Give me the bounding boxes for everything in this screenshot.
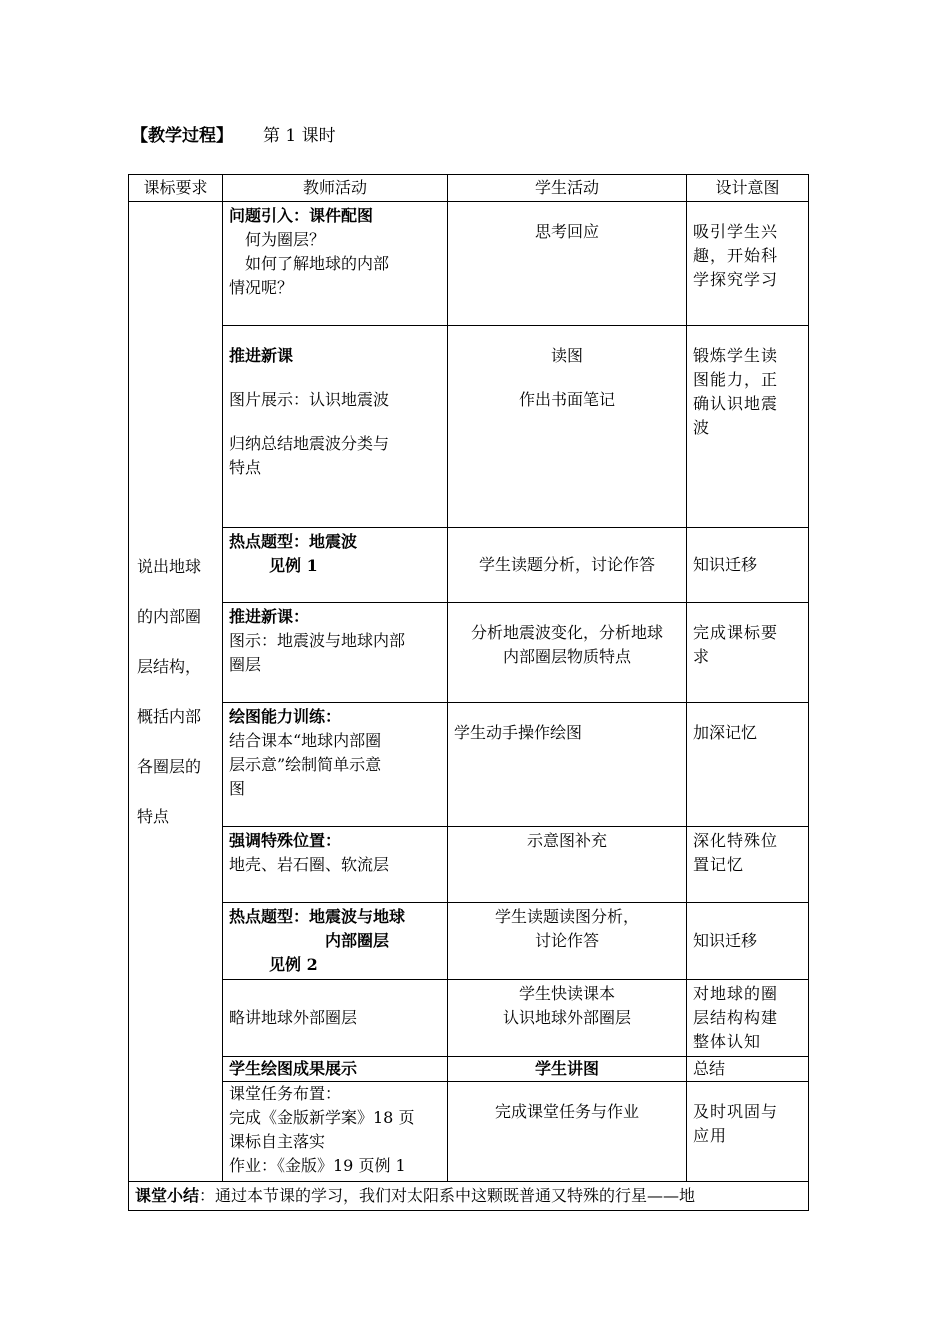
student-line: 学生读题分析，讨论作答 <box>478 555 655 574</box>
student-cell <box>448 980 687 1057</box>
heading-title: 【教学过程】 <box>131 126 233 146</box>
intent-cell <box>687 326 809 528</box>
student-cell <box>448 1082 687 1182</box>
requirement-line: 说出地球 <box>137 556 202 576</box>
requirement-cell <box>129 202 223 1182</box>
table-row <box>129 202 809 326</box>
header-student: 学生活动 <box>448 175 687 202</box>
intent-line: 整体认知 <box>693 1032 762 1051</box>
teacher-line: 略讲地球外部圈层 <box>229 1008 358 1027</box>
teacher-title: 热点题型：地震波与地球 <box>229 907 406 926</box>
intent-line: 对地球的圈 <box>693 984 779 1003</box>
intent-line: 学探究学习 <box>693 270 779 289</box>
summary-row <box>129 1182 809 1211</box>
student-line: 学生读题读图分析， <box>494 907 639 926</box>
teacher-line: 归纳总结地震波分类与 <box>229 434 390 453</box>
intent-line: 总结 <box>693 1059 726 1078</box>
teacher-line: 内部圈层 <box>325 931 390 950</box>
lesson-label: 第 1 课时 <box>263 126 336 146</box>
teacher-line: 作业：《金版》19 页例 1 <box>229 1156 406 1175</box>
student-line: 内部圈层物质特点 <box>502 647 631 666</box>
requirement-line: 概括内部 <box>137 706 202 726</box>
teacher-cell <box>223 326 448 528</box>
table-row <box>129 827 809 903</box>
section-heading <box>131 124 336 148</box>
teacher-line: 见例 2 <box>269 955 318 974</box>
table-row <box>129 603 809 703</box>
student-line: 讨论作答 <box>534 931 599 950</box>
intent-line: 图能力，正 <box>693 370 779 389</box>
student-line: 分析地震波变化，分析地球 <box>470 623 663 642</box>
student-cell <box>448 202 687 326</box>
teacher-line: 课标自主落实 <box>229 1132 326 1151</box>
teacher-cell <box>223 1082 448 1182</box>
table-row <box>129 703 809 827</box>
intent-line: 应用 <box>693 1126 728 1145</box>
header-requirement: 课标要求 <box>129 175 223 202</box>
intent-line: 深化特殊位 <box>693 831 779 850</box>
teacher-line: 课堂任务布置： <box>229 1084 342 1103</box>
teacher-line: 图片展示：认识地震波 <box>229 390 390 409</box>
student-line: 学生动手操作绘图 <box>454 723 583 742</box>
table-header-row <box>129 175 809 202</box>
student-line: 作出书面笔记 <box>518 390 615 409</box>
intent-line: 锻炼学生读 <box>693 346 779 365</box>
student-cell <box>448 603 687 703</box>
intent-line: 求 <box>693 647 711 666</box>
teacher-title: 推进新课 <box>229 346 294 365</box>
teacher-line: 特点 <box>229 458 262 477</box>
student-line: 认识地球外部圈层 <box>502 1008 631 1027</box>
intent-cell <box>687 703 809 827</box>
table-row <box>129 1057 809 1082</box>
intent-line: 趣，开始科 <box>693 246 779 265</box>
teacher-line: 层示意”绘制简单示意 <box>229 755 382 774</box>
teacher-title: 热点题型：地震波 <box>229 532 358 551</box>
student-cell <box>448 1057 687 1082</box>
teacher-cell <box>223 827 448 903</box>
intent-cell <box>687 1057 809 1082</box>
teacher-line: 如何了解地球的内部 <box>245 254 390 273</box>
table-row <box>129 903 809 980</box>
teaching-process-table <box>128 174 809 1211</box>
table-row <box>129 1082 809 1182</box>
teacher-line: 结合课本“地球内部圈 <box>229 731 382 750</box>
teacher-line: 何为圈层？ <box>245 230 326 249</box>
summary-text: ：通过本节课的学习，我们对太阳系中这颗既普通又特殊的行星——地 <box>199 1186 696 1205</box>
intent-cell <box>687 980 809 1057</box>
intent-cell <box>687 202 809 326</box>
teacher-cell <box>223 202 448 326</box>
intent-cell <box>687 903 809 980</box>
requirement-line: 层结构， <box>137 656 202 676</box>
teacher-title: 学生绘图成果展示 <box>229 1059 358 1078</box>
teacher-cell <box>223 903 448 980</box>
student-cell <box>448 326 687 528</box>
header-teacher: 教师活动 <box>223 175 448 202</box>
intent-line: 层结构构建 <box>693 1008 779 1027</box>
teacher-line: 情况呢？ <box>229 278 294 297</box>
teacher-title: 问题引入：课件配图 <box>229 206 374 225</box>
intent-line: 知识迁移 <box>693 931 758 950</box>
teacher-cell <box>223 603 448 703</box>
teacher-title: 推进新课： <box>229 607 310 626</box>
table-row <box>129 980 809 1057</box>
student-line: 读图 <box>550 346 583 365</box>
intent-cell <box>687 827 809 903</box>
requirement-line: 各圈层的 <box>137 756 202 776</box>
teacher-line: 见例 1 <box>269 556 318 575</box>
teacher-cell <box>223 703 448 827</box>
student-cell <box>448 903 687 980</box>
student-cell <box>448 528 687 603</box>
student-line: 完成课堂任务与作业 <box>494 1102 639 1121</box>
intent-cell <box>687 528 809 603</box>
teacher-cell <box>223 528 448 603</box>
intent-cell <box>687 603 809 703</box>
teacher-line: 地壳、岩石圈、软流层 <box>229 855 390 874</box>
teacher-line: 图 <box>229 779 246 798</box>
intent-line: 置记忆 <box>693 855 745 874</box>
requirement-line: 特点 <box>137 806 170 826</box>
teacher-cell <box>223 980 448 1057</box>
teacher-line: 图示：地震波与地球内部 <box>229 631 406 650</box>
student-line: 示意图补充 <box>526 831 607 850</box>
table-row <box>129 326 809 528</box>
intent-line: 加深记忆 <box>693 723 758 742</box>
student-line: 学生快读课本 <box>518 984 615 1003</box>
intent-line: 确认识地震 <box>693 394 779 413</box>
intent-line: 及时巩固与 <box>693 1102 779 1121</box>
teacher-line: 圈层 <box>229 655 262 674</box>
teacher-cell <box>223 1057 448 1082</box>
table-row <box>129 528 809 603</box>
teacher-title: 强调特殊位置： <box>229 831 342 850</box>
intent-cell <box>687 1082 809 1182</box>
student-cell <box>448 703 687 827</box>
intent-line: 知识迁移 <box>693 555 758 574</box>
intent-line: 吸引学生兴 <box>693 222 779 241</box>
summary-label: 课堂小结 <box>135 1186 200 1205</box>
student-cell <box>448 827 687 903</box>
summary-cell <box>129 1182 809 1211</box>
teacher-title: 绘图能力训练： <box>229 707 342 726</box>
requirement-line: 的内部圈 <box>137 606 202 626</box>
student-line: 学生讲图 <box>534 1059 599 1078</box>
student-line: 思考回应 <box>534 222 599 241</box>
intent-line: 完成课标要 <box>693 623 779 642</box>
intent-line: 波 <box>693 418 711 437</box>
header-intent: 设计意图 <box>687 175 809 202</box>
teacher-line: 完成《金版新学案》18 页 <box>229 1108 415 1127</box>
